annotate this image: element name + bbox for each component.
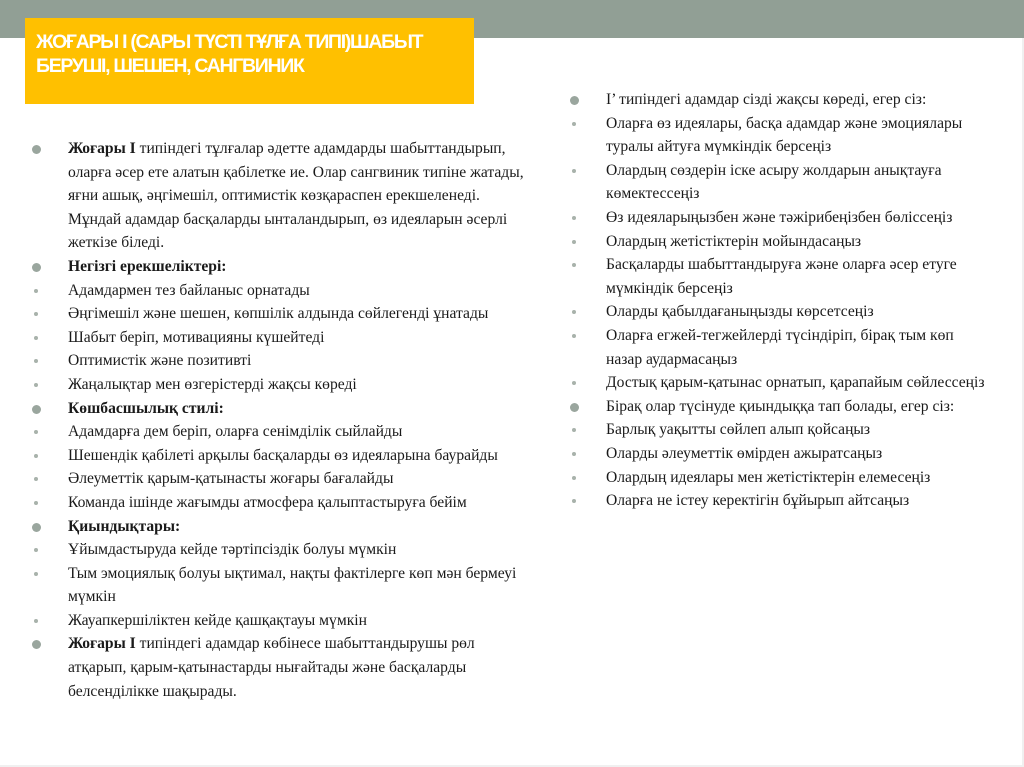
list-item: Барлық уақытты сөйлеп алып қойсаңыз	[568, 418, 988, 442]
list-item: Олардың идеялары мен жетістіктерін елемесеңіз	[568, 466, 988, 490]
bullet-icon	[34, 572, 38, 576]
bullet-icon	[32, 405, 41, 414]
section-heading: Қиындықтары:	[30, 515, 535, 539]
group-heading: I’ типіндегі адамдар сізді жақсы көреді, егер сіз:	[568, 88, 988, 112]
list-item: Әлеуметтік қарым-қатынасты жоғары бағалайды	[30, 467, 535, 491]
bullet-icon	[34, 359, 38, 363]
bullet-icon	[572, 310, 576, 314]
list-item: Шабыт беріп, мотивацияны күшейтеді	[30, 326, 535, 350]
conclusion-paragraph	[30, 632, 535, 703]
bullet-icon	[32, 523, 41, 532]
bullet-icon	[34, 619, 38, 623]
list-item: Әңгімешіл және шешен, көпшілік алдында сөйлегенді ұнатады	[30, 302, 535, 326]
bullet-icon	[34, 289, 38, 293]
section-heading: Негізгі ерекшеліктері:	[30, 255, 535, 279]
list-item: Өз идеяларыңызбен және тәжірибеңізбен бөліссеңіз	[568, 206, 988, 230]
list-item: Шешендік қабілеті арқылы басқаларды өз идеяларына баурайды	[30, 444, 535, 468]
bullet-icon	[34, 454, 38, 458]
conclusion-bold: Жоғары I	[68, 635, 136, 653]
list-item: Оларға өз идеялары, басқа адамдар және эмоциялары туралы айтуға мүмкіндік берсеңіз	[568, 112, 988, 159]
bullet-icon	[34, 548, 38, 552]
intro-bold: Жоғары I	[68, 140, 136, 157]
list-item: Ұйымдастыруда кейде тәртіпсіздік болуы мүмкін	[30, 538, 535, 562]
bullet-icon	[572, 499, 576, 503]
list-item: Олардың сөздерін іске асыру жолдарын анықтауға көмектессеңіз	[568, 159, 988, 206]
intro-paragraph	[30, 137, 535, 255]
bullet-icon	[32, 640, 41, 649]
bullet-icon	[34, 501, 38, 505]
intro-text: типіндегі тұлғалар әдетте адамдарды шабыттандырып, оларға әсер ете алатын қабілетке ие. Олар сангвиник типіне жатады, яғни ашық, әңгімешіл, оптимистік көзқараспен ерекшеленеді. Мұндай адамдар басқаларды ынталандырып, өз идеяларын әсерлі жеткізе біледі.	[68, 140, 524, 252]
bullet-icon	[572, 263, 576, 267]
list-item: Жауапкершіліктен кейде қашқақтауы мүмкін	[30, 609, 535, 633]
list-item: Тым эмоциялық болуы ықтимал, нақты фактілерге көп мән бермеуі мүмкін	[30, 562, 535, 609]
bullet-icon	[572, 240, 576, 244]
right-column	[568, 88, 988, 513]
list-item: Оларды қабылдағаныңызды көрсетсеңіз	[568, 300, 988, 324]
group-heading: Бірақ олар түсінуде қиындыққа тап болады, егер сіз:	[568, 395, 988, 419]
bullet-icon	[34, 312, 38, 316]
bullet-icon	[34, 336, 38, 340]
list-item: Адамдармен тез байланыс орнатады	[30, 279, 535, 303]
conclusion-text: типіндегі адамдар көбінесе шабыттандырушы рөл атқарып, қарым-қатынастарды нығайтады және басқаларды белсенділікке шақырады.	[68, 635, 475, 700]
list-item: Жаңалықтар мен өзгерістерді жақсы көреді	[30, 373, 535, 397]
list-item: Оптимистік және позитивті	[30, 349, 535, 373]
list-item: Оларға не істеу керектігін бұйырып айтсаңыз	[568, 489, 988, 513]
bullet-icon	[34, 477, 38, 481]
bullet-icon	[32, 263, 41, 272]
bullet-icon	[32, 145, 41, 154]
bullet-icon	[34, 430, 38, 434]
list-item: Адамдарға дем беріп, оларға сенімділік сыйлайды	[30, 420, 535, 444]
section-heading: Көшбасшылық стилі:	[30, 397, 535, 421]
list-item: Оларды әлеуметтік өмірден ажыратсаңыз	[568, 442, 988, 466]
bullet-icon	[572, 334, 576, 338]
list-item: Олардың жетістіктерін мойындасаңыз	[568, 230, 988, 254]
list-item: Басқаларды шабыттандыруға және оларға әсер етуге мүмкіндік берсеңіз	[568, 253, 988, 300]
bullet-icon	[572, 476, 576, 480]
slide-title: ЖОҒАРЫ I (САРЫ ТҮСТІ ТҰЛҒА ТИПІ)ШАБЫТ БЕРУШІ, ШЕШЕН, САНГВИНИК	[36, 31, 423, 77]
bullet-icon	[570, 403, 579, 412]
list-item: Команда ішінде жағымды атмосфера қалыптастыруға бейім	[30, 491, 535, 515]
title-box	[25, 18, 474, 104]
bullet-icon	[572, 428, 576, 432]
list-item: Достық қарым-қатынас орнатып, қарапайым сөйлессеңіз	[568, 371, 988, 395]
bullet-icon	[572, 169, 576, 173]
left-column	[30, 137, 535, 703]
bullet-icon	[572, 381, 576, 385]
bullet-icon	[572, 216, 576, 220]
bullet-icon	[570, 96, 579, 105]
bullet-icon	[572, 122, 576, 126]
list-item: Оларға егжей-тегжейлерді түсіндіріп, бірақ тым көп назар аудармасаңыз	[568, 324, 988, 371]
bullet-icon	[572, 452, 576, 456]
bullet-icon	[34, 383, 38, 387]
